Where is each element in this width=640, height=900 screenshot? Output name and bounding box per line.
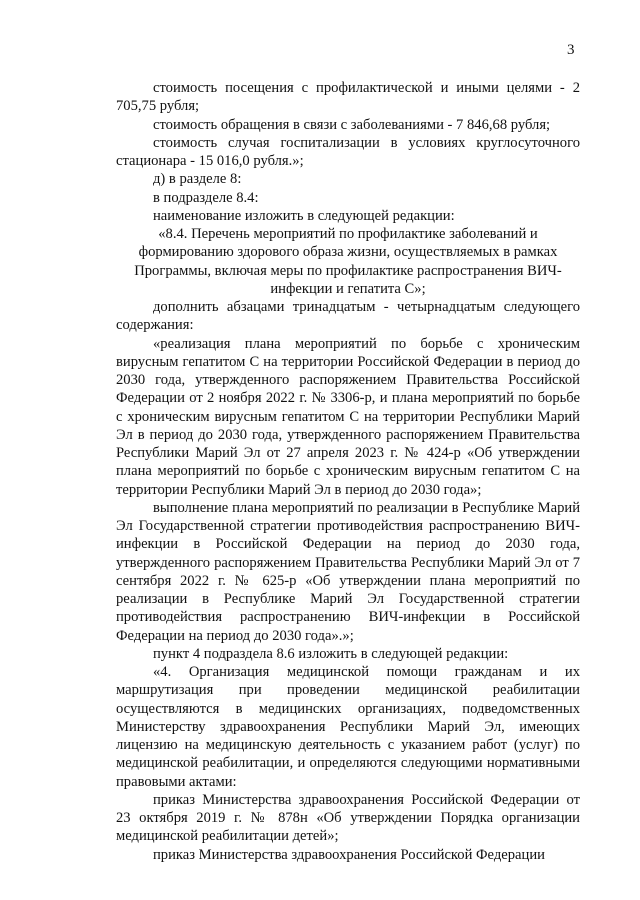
paragraph-point-4-edit: пункт 4 подраздела 8.6 изложить в следующей редакции: — [153, 645, 509, 662]
paragraph-disease-visit-cost: стоимость обращения в связи с заболеваниями - 7 846,68 рубля; — [153, 116, 551, 133]
paragraph-hepatitis-plan: «реализация плана мероприятий по борьбе с хроническим вирусным гепатитом С на территории Российской Федерации в период до 2030 года, утвержденного распоряжением Правительства Российской Федерации от 2 ноября 2022 г. № 3306-р, и плана мероприятий по борьбе с хроническим вирусным гепатитом С на территории Республики Марий Эл в период до 2030 года, утвержденного распоряжением Правительства Республики Марий Эл от 27 апреля 2023 г. № 424-р «Об утверждении плана мероприятий по борьбе с хроническим вирусным гепатитом С на территории Республики Марий Эл в период до 2030 года»; — [116, 335, 580, 498]
paragraph-subsection-title: «8.4. Перечень мероприятий по профилактике заболеваний и формированию здорового образа жизни, осуществляемых в рамках Программы, включая меры по профилактике распространения ВИЧ-инфекции и гепатита С»; — [134, 226, 562, 297]
paragraph-add-clauses: дополнить абзацами тринадцатым - четырнадцатым следующего содержания: — [116, 299, 580, 334]
paragraph-order-continuation: приказ Министерства здравоохранения Российской Федерации — [153, 846, 545, 863]
paragraph-subsection-8-4: в подразделе 8.4: — [153, 189, 259, 206]
paragraph-rehabilitation: «4. Организация медицинской помощи гражданам и их маршрутизация при проведении медицинской реабилитации осуществляются в медицинских организациях, подведомственных Министерству здравоохранения Республики Марий Эл, имеющих лицензию на медицинскую деятельность с указанием работ (услуг) по медицинской реабилитации, и определяются следующими нормативными правовыми актами: — [116, 664, 580, 790]
paragraph-outpatient-visit-cost: стоимость посещения с профилактической и иными целями - 2 705,75 рубля; — [116, 80, 580, 115]
paragraph-hiv-plan: выполнение плана мероприятий по реализации в Республике Марий Эл Государственной стратегии противодействия распространению ВИЧ-инфекции в Российской Федерации на период до 2030 года, утвержденного распоряжением Правительства Республики Марий Эл от 7 сентября 2022 г. № 625-р «Об утверждении плана мероприятий по реализации в Республике Марий Эл Государственной стратегии противодействия распространению ВИЧ-инфекции в Российской Федерации на период до 2030 года».»; — [116, 499, 580, 644]
paragraph-order-878n: приказ Министерства здравоохранения Российской Федерации от 23 октября 2019 г. № 878н «Об утверждении Порядка организации медицинской реабилитации детей»; — [116, 791, 580, 845]
paragraph-hospitalization-cost: стоимость случая госпитализации в условиях круглосуточного стационара - 15 016,0 рубля.»; — [116, 134, 580, 169]
page-number: 3 — [567, 42, 575, 58]
document-body — [116, 79, 580, 864]
paragraph-title-edit: наименование изложить в следующей редакции: — [153, 207, 455, 224]
paragraph-section-8: д) в разделе 8: — [153, 171, 242, 188]
